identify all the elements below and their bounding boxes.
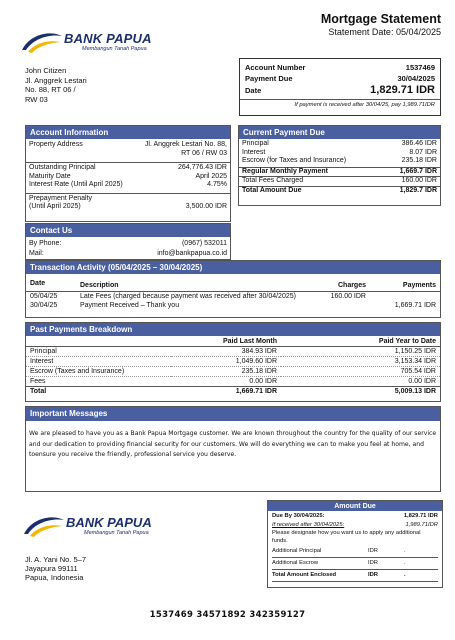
past-payments-table (26, 337, 440, 396)
pp-ytd: 0.00 IDR (408, 378, 436, 385)
col-description: Description (80, 281, 119, 289)
logo-tagline: Membangun Tanah Papua (84, 530, 149, 536)
account-number-label: Account Number (245, 63, 306, 72)
bank-address-line: Jayapura 99111 (25, 564, 78, 573)
pp-last: 1,669.71 IDR (235, 388, 277, 395)
additional-escrow-row[interactable] (272, 558, 438, 570)
customer-address (25, 66, 87, 104)
table-row (26, 292, 440, 302)
pp-last: 235.18 IDR (241, 368, 277, 375)
addl-escrow-currency: IDR (368, 560, 378, 566)
statement-date: Statement Date: 05/04/2025 (328, 27, 441, 37)
cp-principal-label: Principal (242, 140, 269, 147)
customer-line: RW 03 (25, 94, 48, 104)
additional-principal-row[interactable] (272, 546, 438, 558)
cp-principal-value: 386.46 IDR (401, 140, 437, 147)
footer-code: 1537469 34571892 342359127 (149, 610, 306, 620)
pp-label: Fees (30, 378, 46, 385)
addl-principal-currency: IDR (368, 548, 378, 554)
addl-escrow-label: Additional Escrow (272, 560, 319, 566)
pp-label: Principal (30, 348, 57, 355)
addl-principal-label: Additional Principal (272, 548, 322, 554)
tx-date: 05/04/25 (30, 293, 58, 300)
messages-body: We are pleased to have you as a Bank Papua Mortgage customer. We are known throughout the country for the quality of our service and our dedication to providing financial security for our customers. We will do everything we can to make you feel at home, and toensure you receive the friendly, professional service you deserve. (29, 430, 437, 458)
col-date: Date (30, 280, 46, 287)
bank-address (25, 555, 86, 582)
past-payments-panel (25, 322, 441, 402)
customer-line: Jl. Anggrek Lestari (25, 75, 87, 85)
pp-ytd: 5,009.13 IDR (394, 388, 436, 395)
cp-regular-value: 1,669.7 IDR (399, 167, 437, 175)
addl-principal-dot: . (404, 548, 406, 554)
messages-panel (25, 406, 441, 492)
due-by-value: 1,829.71 IDR (403, 513, 438, 519)
mail-label: Mail: (29, 250, 44, 257)
prepayment-penalty-period: (Until April 2025) (29, 203, 81, 210)
messages-header: Important Messages (26, 407, 440, 421)
table-row (26, 301, 440, 310)
mail-address[interactable]: info@bankpapua.co.id (157, 250, 227, 257)
total-enclosed-currency: IDR (368, 572, 378, 578)
outstanding-principal-value: 264,776.43 IDR (177, 164, 227, 171)
total-enclosed-dot: . (404, 572, 406, 578)
logo-name: BANK PAPUA (64, 31, 152, 46)
col-payments: Payments (402, 281, 436, 289)
tx-date: 30/04/25 (30, 302, 58, 309)
tx-charges (310, 301, 370, 310)
table-row (26, 357, 440, 367)
payment-due-date: 30/04/2025 (397, 74, 435, 83)
phone-label: By Phone: (29, 240, 62, 247)
transaction-header: Transaction Activity (05/04/2025 – 30/04/2025) (26, 261, 440, 274)
additional-funds-note: Please designate how you want us to apply any additional funds. (272, 530, 421, 544)
late-label: If received after 30/04/2025: (272, 522, 345, 528)
cp-total-value: 1,829.7 IDR (399, 186, 437, 194)
amount-due-header: Amount Due (268, 501, 442, 511)
table-row (26, 367, 440, 377)
tx-payments: 1,669.71 IDR (394, 302, 436, 309)
col-paid-last-month: Paid Last Month (222, 338, 277, 345)
property-address-value-2: RT 06 / RW 03 (181, 149, 227, 157)
maturity-date-value: April 2025 (195, 172, 227, 180)
prepayment-penalty-value: 3,500.00 IDR (185, 203, 227, 210)
cp-interest-label: Interest (242, 148, 266, 156)
phone-number[interactable]: (0967) 532011 (181, 240, 227, 247)
bank-logo-bottom (22, 512, 162, 544)
addl-escrow-dot: . (404, 560, 406, 566)
statement-title: Mortgage Statement (320, 12, 441, 26)
interest-rate-value: 4.75% (207, 181, 227, 188)
tx-payments (370, 292, 440, 302)
cp-total-label: Total Amount Due (242, 186, 302, 194)
amount-due-coupon (267, 500, 443, 588)
tx-charges: 160.00 IDR (330, 293, 366, 300)
logo-tagline: Membangun Tanah Papua (82, 46, 147, 52)
customer-line: John Citizen (25, 66, 67, 75)
pp-last: 1,049.60 IDR (235, 358, 277, 365)
prepayment-penalty-label: Prepayment Penalty (29, 194, 93, 202)
pp-ytd: 705.54 IDR (400, 368, 436, 375)
interest-rate-label: Interest Rate (Until April 2025) (29, 181, 123, 188)
amount-due: 1,829.71 IDR (370, 84, 435, 96)
bank-logo (20, 28, 160, 60)
late-value: 1,989.71IDR (405, 522, 438, 528)
cp-escrow-value: 235.18 IDR (401, 157, 437, 164)
current-payment-header: Current Payment Due (239, 126, 440, 139)
transaction-table (26, 279, 440, 310)
bank-address-line: Papua, Indonesia (25, 573, 84, 582)
table-row (26, 387, 440, 397)
payment-due-label: Payment Due (245, 74, 293, 83)
col-paid-ytd: Paid Year to Date (378, 338, 436, 345)
contact-panel (25, 223, 231, 260)
property-address-value-1: Jl. Anggrek Lestari No. 88, (144, 141, 227, 148)
cp-interest-value: 8.07 IDR (409, 148, 437, 156)
table-row (26, 347, 440, 357)
pp-ytd: 3,153.34 IDR (394, 358, 436, 365)
property-address-label: Property Address (29, 141, 83, 148)
logo-swoosh-icon (22, 514, 66, 540)
pp-label: Interest (30, 358, 54, 365)
contact-header: Contact Us (26, 224, 230, 237)
cp-fees-value: 160.00 IDR (401, 177, 437, 184)
pp-label: Total (30, 388, 47, 395)
bank-address-line: Jl. A. Yani No. 5–7 (25, 555, 87, 564)
tx-desc: Late Fees (charged because payment was received after 30/04/2025) (80, 293, 296, 300)
pp-last: 384.93 IDR (241, 348, 277, 355)
pp-ytd: 1,150.25 IDR (394, 348, 436, 355)
tx-desc: Payment Received – Thank you (80, 302, 180, 309)
pp-last: 0.00 IDR (249, 378, 277, 385)
account-info-header: Account Information (26, 126, 230, 139)
due-by-label: Due By 30/04/2025: (272, 513, 325, 519)
summary-box (239, 58, 441, 116)
total-enclosed-row[interactable] (272, 570, 438, 582)
col-charges: Charges (337, 281, 366, 289)
logo-name: BANK PAPUA (66, 515, 152, 530)
current-payment-panel (238, 125, 441, 206)
date-label: Date (245, 86, 262, 95)
account-number: 1537469 (405, 63, 435, 72)
maturity-date-label: Maturity Date (29, 172, 71, 180)
past-payments-header: Past Payments Breakdown (26, 323, 440, 336)
cp-regular-label: Regular Monthly Payment (242, 167, 328, 175)
account-info-panel (25, 125, 231, 222)
cp-escrow-label: Escrow (for Taxes and Insurance) (242, 157, 347, 164)
transaction-panel (25, 260, 441, 318)
table-row (26, 377, 440, 387)
outstanding-principal-label: Outstanding Principal (29, 164, 96, 171)
late-payment-note: If payment is received after 30/04/25, pay 1,989.71IDR (294, 102, 435, 108)
logo-swoosh-icon (20, 30, 64, 56)
customer-line: No. 88, RT 06 / (25, 85, 76, 94)
pp-label: Escrow (Taxes and Insurance) (30, 368, 125, 375)
cp-fees-label: Total Fees Charged (242, 177, 304, 184)
total-enclosed-label: Total Amount Enclosed (272, 572, 337, 578)
